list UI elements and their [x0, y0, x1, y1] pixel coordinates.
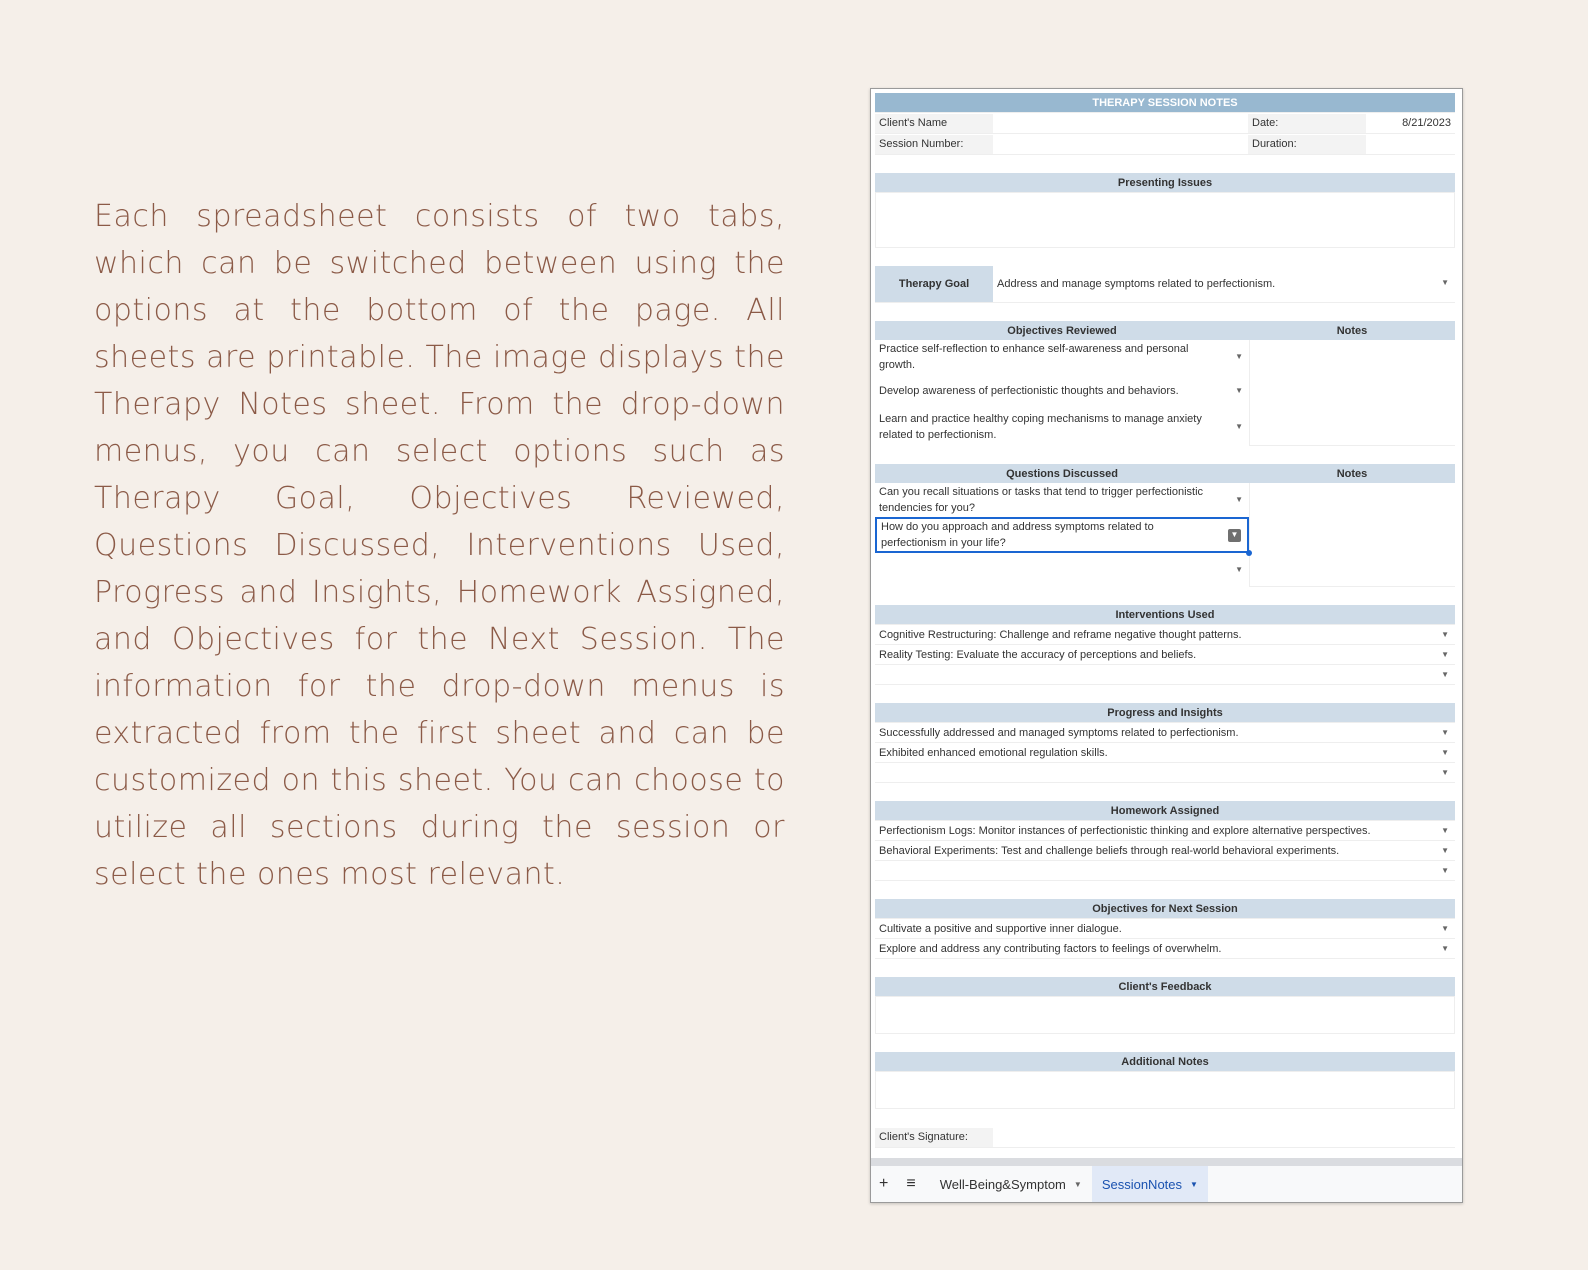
question-dropdown[interactable]: [875, 483, 1249, 517]
dropdown-value: Successfully addressed and managed symptoms related to perfectionism.: [879, 726, 1239, 739]
next-session-header: Objectives for Next Session: [875, 899, 1455, 919]
client-name-label: Client's Name: [875, 114, 993, 133]
sheet-title: THERAPY SESSION NOTES: [875, 93, 1455, 113]
dropdown-caret-icon: ▼: [1441, 728, 1449, 737]
dropdown-caret-icon: ▼: [1235, 495, 1243, 504]
dropdown-caret-icon: ▼: [1441, 826, 1449, 835]
dropdown-caret-icon: ▼: [1235, 422, 1243, 431]
additional-notes-header: Additional Notes: [875, 1052, 1455, 1072]
presenting-issues-header: Presenting Issues: [875, 173, 1455, 193]
add-sheet-button[interactable]: +: [879, 1175, 889, 1192]
objective-dropdown[interactable]: [875, 374, 1249, 408]
dropdown-value: Reality Testing: Evaluate the accuracy of perceptions and beliefs.: [879, 648, 1197, 661]
next-objective-dropdown[interactable]: [875, 919, 1455, 939]
dropdown-caret-icon: ▼: [1441, 630, 1449, 639]
date-label: Date:: [1248, 114, 1366, 133]
signature-label: Client's Signature:: [875, 1128, 993, 1147]
dropdown-value: Perfectionism Logs: Monitor instances of perfectionistic thinking and explore alternative perspectives.: [879, 824, 1371, 837]
dropdown-value: Explore and address any contributing factors to feelings of overwhelm.: [879, 942, 1222, 955]
homework-dropdown[interactable]: [875, 821, 1455, 841]
tab-menu-caret-icon[interactable]: ▼: [1190, 1179, 1198, 1189]
dropdown-caret-icon: ▼: [1441, 866, 1449, 875]
sheet-tab-bar: [871, 1158, 1462, 1202]
intervention-dropdown[interactable]: [875, 625, 1455, 645]
session-number-label: Session Number:: [875, 135, 993, 154]
objective-dropdown[interactable]: [875, 408, 1249, 446]
dropdown-caret-icon: ▼: [1441, 650, 1449, 659]
objectives-notes-input[interactable]: [1249, 340, 1455, 446]
tab-session-notes[interactable]: SessionNotes ▼: [1092, 1166, 1208, 1202]
questions-notes-input[interactable]: [1249, 483, 1455, 587]
next-objective-dropdown[interactable]: [875, 939, 1455, 959]
dropdown-caret-icon: ▼: [1235, 386, 1243, 395]
all-sheets-menu-button[interactable]: ≡: [906, 1175, 916, 1192]
spreadsheet-window: [870, 88, 1463, 1203]
dropdown-caret-icon: ▼: [1441, 748, 1449, 757]
therapy-goal-dropdown[interactable]: [993, 278, 1455, 290]
dropdown-value: Exhibited enhanced emotional regulation skills.: [879, 746, 1108, 759]
dropdown-caret-icon: ▼: [1441, 278, 1449, 287]
date-input[interactable]: 8/21/2023: [1402, 117, 1451, 129]
tab-well-being-symptom[interactable]: Well-Being&Symptom ▼: [939, 1176, 1082, 1192]
progress-dropdown[interactable]: [875, 743, 1455, 763]
progress-dropdown[interactable]: [875, 723, 1455, 743]
duration-input[interactable]: [1366, 135, 1455, 154]
intervention-dropdown[interactable]: [875, 665, 1455, 685]
questions-notes-header: Notes: [1336, 467, 1368, 480]
dropdown-value: Cultivate a positive and supportive inner dialogue.: [879, 922, 1122, 935]
dropdown-caret-icon: ▼: [1235, 565, 1243, 574]
dropdown-caret-icon: ▼: [1441, 670, 1449, 679]
duration-label: Duration:: [1248, 135, 1366, 154]
homework-dropdown[interactable]: [875, 861, 1455, 881]
dropdown-value: Practice self-reflection to enhance self-awareness and personal growth.: [879, 343, 1189, 371]
additional-notes-input[interactable]: [875, 1072, 1455, 1109]
intervention-dropdown[interactable]: [875, 645, 1455, 665]
dropdown-value: Can you recall situations or tasks that tend to trigger perfectionistic tendencies for you?: [879, 486, 1204, 514]
homework-header: Homework Assigned: [875, 801, 1455, 821]
question-dropdown-selected[interactable]: [875, 517, 1249, 553]
client-feedback-header: Client's Feedback: [875, 977, 1455, 997]
progress-header: Progress and Insights: [875, 703, 1455, 723]
description-text: Each spreadsheet consists of two tabs, which can be switched between using the options at the bottom of the page. All sheets are printable. The image displays the Therapy Notes sheet. From the drop-down menus, you can select options such as Therapy Goal, Objectives Reviewed, Questions Discussed, Interventions Used, Progress and Insights, Homework Assigned, and Objectives for the Next Session. The information for the drop-down menus is extracted from the first sheet and can be customized on this sheet. You can choose to utilize all sections during the session or select the ones most relevant.: [94, 199, 785, 892]
presenting-issues-input[interactable]: [875, 193, 1455, 248]
interventions-header: Interventions Used: [875, 605, 1455, 625]
dropdown-caret-icon: ▼: [1441, 924, 1449, 933]
dropdown-value: Develop awareness of perfectionistic thoughts and behaviors.: [879, 385, 1179, 397]
tab-menu-caret-icon[interactable]: ▼: [1073, 1179, 1082, 1189]
client-feedback-input[interactable]: [875, 997, 1455, 1034]
dropdown-caret-icon: ▼: [1441, 944, 1449, 953]
fill-handle[interactable]: [1246, 550, 1252, 556]
dropdown-value: How do you approach and address symptoms related to perfectionism in your life?: [881, 521, 1154, 549]
dropdown-caret-icon: ▼: [1235, 352, 1243, 361]
therapy-goal-value: Address and manage symptoms related to perfectionism.: [997, 278, 1276, 290]
signature-input[interactable]: [993, 1128, 1455, 1147]
progress-dropdown[interactable]: [875, 763, 1455, 783]
questions-header: Questions Discussed: [1006, 467, 1118, 480]
therapy-goal-label: Therapy Goal: [875, 266, 993, 302]
client-name-input[interactable]: [993, 114, 1248, 133]
objectives-header: Objectives Reviewed: [1007, 324, 1117, 337]
dropdown-caret-icon: ▼: [1441, 846, 1449, 855]
dropdown-value: Cognitive Restructuring: Challenge and reframe negative thought patterns.: [879, 628, 1242, 641]
objectives-notes-header: Notes: [1336, 324, 1368, 337]
question-dropdown[interactable]: [875, 553, 1249, 587]
dropdown-value: Learn and practice healthy coping mechanisms to manage anxiety related to perfectionism.: [879, 413, 1202, 441]
dropdown-caret-icon: ▼: [1441, 768, 1449, 777]
homework-dropdown[interactable]: [875, 841, 1455, 861]
dropdown-button-icon[interactable]: ▼: [1228, 529, 1241, 542]
session-number-input[interactable]: [993, 135, 1248, 154]
objective-dropdown[interactable]: [875, 340, 1249, 374]
dropdown-value: Behavioral Experiments: Test and challenge beliefs through real-world behavioral experiments.: [879, 844, 1340, 857]
